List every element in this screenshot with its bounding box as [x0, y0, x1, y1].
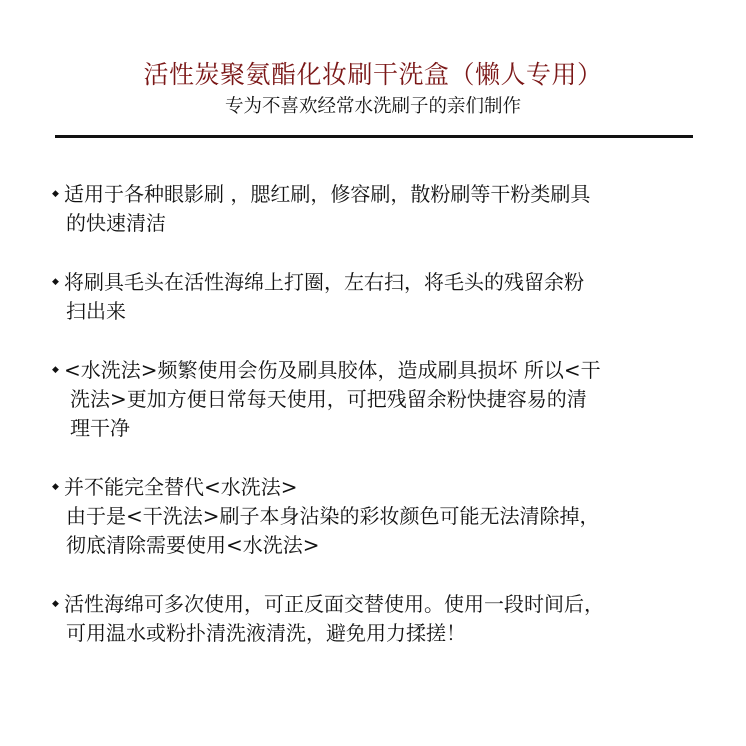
- bullet-text: [64, 590, 722, 648]
- diamond-bullet-icon: ◆: [52, 277, 59, 287]
- diamond-bullet-icon: ◆: [52, 365, 59, 375]
- bullet-item: [52, 473, 722, 560]
- bullet-list: [52, 180, 722, 648]
- diamond-bullet-icon: ◆: [52, 599, 59, 609]
- text-line: 的快速清洁: [66, 211, 166, 235]
- text-line: 理干净: [70, 416, 130, 440]
- text-line: 并不能完全替代<水洗法>: [64, 475, 298, 499]
- bullet-text: [64, 268, 722, 326]
- text-line: 由于是<干洗法>刷子本身沾染的彩妆颜色可能无法清除掉，: [66, 504, 600, 528]
- text-line: 将刷具毛头在活性海绵上打圈，左右扫，将毛头的残留余粉: [64, 270, 584, 294]
- bullet-text: [64, 356, 722, 443]
- diamond-bullet-icon: ◆: [52, 482, 59, 492]
- bullet-text: [64, 473, 722, 560]
- bullet-item: [52, 356, 722, 443]
- text-line: 彻底清除需要使用<水洗法>: [66, 533, 320, 557]
- page-title: 活性炭聚氨酯化妆刷干洗盒（懒人专用）: [143, 60, 603, 89]
- text-line: 扫出来: [66, 299, 126, 323]
- divider: [55, 135, 693, 138]
- text-line: <水洗法>频繁使用会伤及刷具胶体，造成刷具损坏 所以<干: [64, 358, 601, 382]
- page-subtitle: 专为不喜欢经常水洗刷子的亲们制作: [224, 96, 521, 117]
- bullet-text: [64, 180, 722, 238]
- bullet-item: [52, 268, 722, 326]
- bullet-item: [52, 590, 722, 648]
- header: [0, 58, 746, 120]
- text-line: 洗法>更加方便日常每天使用，可把残留余粉快捷容易的清: [70, 387, 587, 411]
- text-line: 可用温水或粉扑清洗液清洗，避免用力揉搓！: [66, 621, 466, 645]
- diamond-bullet-icon: ◆: [52, 189, 59, 199]
- text-line: 活性海绵可多次使用，可正反面交替使用。使用一段时间后，: [64, 592, 604, 616]
- bullet-item: [52, 180, 722, 238]
- text-line: 适用于各种眼影刷 ，腮红刷，修容刷，散粉刷等干粉类刷具: [64, 182, 591, 206]
